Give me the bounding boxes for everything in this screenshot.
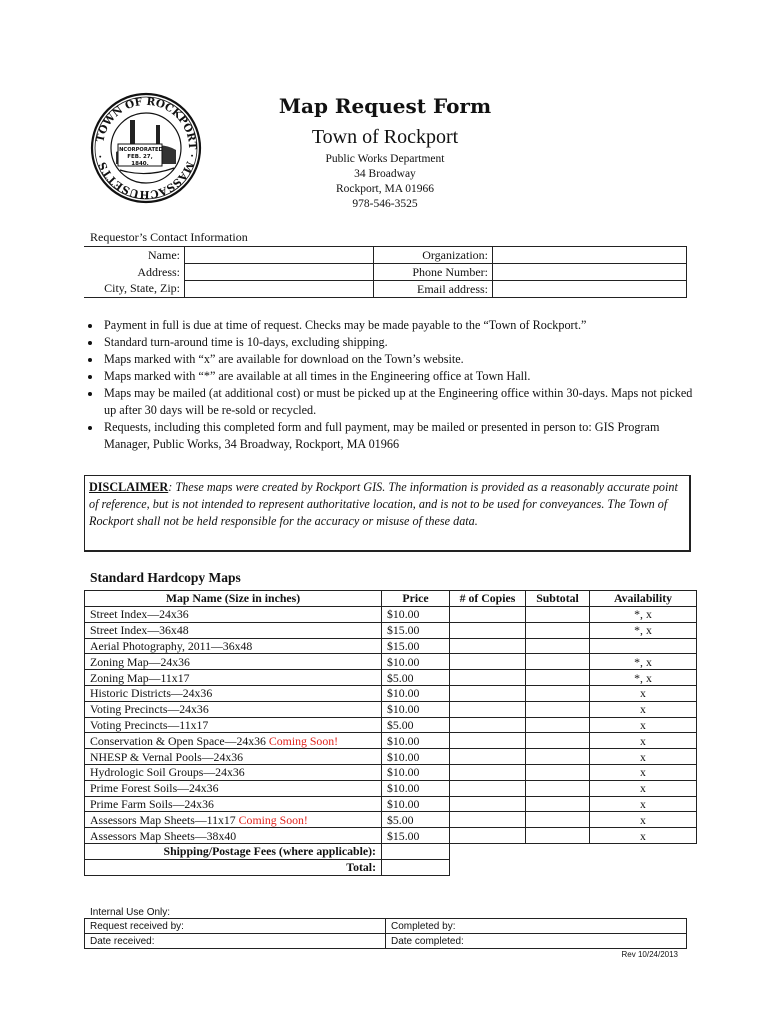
list-item: • Requests, including this completed form and full payment, may be mailed or presented in person to: GIS Program Manager, Public Works, 34 Broadway, Rockport, MA 01966: [102, 419, 702, 453]
map-name-cell: [85, 780, 382, 796]
price-cell: $10.00: [382, 796, 450, 812]
map-name: Aerial Photography, 2011—36x48: [90, 638, 253, 653]
table-row: [85, 670, 697, 686]
availability-cell: x: [590, 733, 697, 749]
copies-input-cell[interactable]: [450, 764, 526, 780]
subtotal-cell[interactable]: [526, 685, 590, 701]
map-name-cell: [85, 717, 382, 733]
map-name: Hydrologic Soil Groups—24x36: [90, 765, 245, 780]
price-cell: $10.00: [382, 701, 450, 717]
availability-cell: x: [590, 701, 697, 717]
map-name: Zoning Map—11x17: [90, 670, 190, 685]
map-name-cell: [85, 685, 382, 701]
copies-input-cell[interactable]: [450, 796, 526, 812]
map-name-cell: [85, 622, 382, 638]
date-completed-field[interactable]: Date completed:: [386, 934, 687, 949]
list-item: • Standard turn-around time is 10-days, excluding shipping.: [102, 334, 702, 351]
table-row: [85, 701, 697, 717]
column-header-map-name: Map Name (Size in inches): [85, 591, 382, 607]
availability-cell: x: [590, 685, 697, 701]
subtotal-cell[interactable]: [526, 622, 590, 638]
copies-input-cell[interactable]: [450, 607, 526, 623]
table-row: [85, 733, 697, 749]
subtotal-cell[interactable]: [526, 812, 590, 828]
svg-text:TOWN OF ROCKPORT · MASSACHUSET: TOWN OF ROCKPORT · MASSACHUSETTS ·: [94, 95, 199, 201]
subtotal-cell[interactable]: [526, 780, 590, 796]
shipping-fees-label: Shipping/Postage Fees (where applicable):: [85, 843, 382, 859]
shipping-fees-price-cell[interactable]: [382, 843, 450, 859]
revision-date: Rev 10/24/2013: [621, 950, 678, 959]
copies-input-cell[interactable]: [450, 733, 526, 749]
contact-caption: Requestor’s Contact Information: [90, 230, 248, 244]
price-cell: $5.00: [382, 670, 450, 686]
town-name: Town of Rockport: [311, 126, 459, 148]
map-name: Street Index—24x36: [90, 607, 189, 622]
name-label: Name:: [84, 247, 185, 264]
copies-input-cell[interactable]: [450, 812, 526, 828]
table-row: [85, 749, 697, 765]
column-header-copies: # of Copies: [450, 591, 526, 607]
contact-info-table: [84, 246, 687, 298]
map-name: Voting Precincts—24x36: [90, 702, 209, 717]
svg-text:1840.: 1840.: [131, 161, 149, 167]
map-name-cell: [85, 733, 382, 749]
name-field[interactable]: [185, 247, 374, 264]
column-header-price: Price: [382, 591, 450, 607]
disclaimer-heading: DISCLAIMER: [89, 480, 169, 494]
seal-incorporated-text: INCORPORATED: [117, 147, 163, 153]
map-name: Historic Districts—24x36: [90, 686, 213, 701]
subtotal-cell[interactable]: [526, 828, 590, 844]
organization-field[interactable]: [493, 247, 687, 264]
map-name-cell: [85, 607, 382, 623]
organization-label: Organization:: [374, 247, 493, 264]
phone-number-label: Phone Number:: [374, 264, 493, 281]
table-row: [85, 764, 697, 780]
map-name-cell: [85, 670, 382, 686]
address-line-department: Public Works Department: [325, 153, 445, 165]
date-received-field[interactable]: Date received:: [85, 934, 386, 949]
price-cell: $10.00: [382, 749, 450, 765]
table-row: [85, 638, 697, 654]
copies-input-cell[interactable]: [450, 638, 526, 654]
disclaimer-text: : These maps were created by Rockport GIS. The information is provided as a reasonably accurate point of reference, but is not intended to represent authoritative location, and is not to be used for conveyances. The Town of Rockport shall not be held responsible for the accuracy or misuse of these data.: [89, 480, 678, 528]
city-state-zip-field[interactable]: [185, 281, 374, 298]
map-name: Conservation & Open Space—24x36: [90, 733, 266, 748]
availability-cell: x: [590, 812, 697, 828]
coming-soon-note: Coming Soon!: [268, 733, 339, 748]
address-line-city: Rockport, MA 01966: [335, 183, 435, 195]
map-name-cell: [85, 701, 382, 717]
subtotal-cell[interactable]: [526, 607, 590, 623]
completed-by-field[interactable]: Completed by:: [386, 919, 687, 934]
copies-input-cell[interactable]: [450, 828, 526, 844]
table-row: [85, 622, 697, 638]
availability-cell: x: [590, 764, 697, 780]
map-name-cell: [85, 828, 382, 844]
list-item: • Maps marked with “*” are available at all times in the Engineering office at Town Hall.: [102, 368, 702, 385]
request-received-by-field[interactable]: Request received by:: [85, 919, 386, 934]
availability-cell: *, x: [590, 670, 697, 686]
svg-text:FEB. 27,: FEB. 27,: [127, 154, 153, 160]
price-cell: $15.00: [382, 638, 450, 654]
price-cell: $10.00: [382, 654, 450, 670]
copies-input-cell[interactable]: [450, 685, 526, 701]
availability-cell: *, x: [590, 607, 697, 623]
copies-input-cell[interactable]: [450, 749, 526, 765]
price-cell: $10.00: [382, 607, 450, 623]
table-row: [85, 780, 697, 796]
column-header-subtotal: Subtotal: [526, 591, 590, 607]
price-cell: $10.00: [382, 733, 450, 749]
email-address-field[interactable]: [493, 281, 687, 298]
list-item: • Maps may be mailed (at additional cost) or must be picked up at the Engineering office within 30-days. Maps not picked up after 30 days will be re-sold or recycled.: [102, 385, 702, 419]
price-cell: $15.00: [382, 622, 450, 638]
instructions-list: [90, 317, 702, 453]
table-row: [85, 812, 697, 828]
price-cell: $10.00: [382, 685, 450, 701]
internal-use-caption: Internal Use Only:: [90, 907, 171, 918]
list-item: • Maps marked with “x” are available for download on the Town’s website.: [102, 351, 702, 368]
availability-cell: x: [590, 717, 697, 733]
table-row: [85, 796, 697, 812]
table-row: [85, 654, 697, 670]
copies-input-cell[interactable]: [450, 622, 526, 638]
copies-input-cell[interactable]: [450, 654, 526, 670]
subtotal-cell[interactable]: [526, 670, 590, 686]
subtotal-cell[interactable]: [526, 796, 590, 812]
form-title: Map Request Form: [278, 94, 492, 118]
map-name: Street Index—36x48: [90, 623, 189, 638]
total-label: Total:: [85, 859, 382, 875]
map-name: Voting Precincts—11x17: [90, 717, 209, 732]
standard-hardcopy-maps-heading: Standard Hardcopy Maps: [90, 570, 241, 585]
map-name-cell: [85, 812, 382, 828]
disclaimer-box: [84, 475, 691, 552]
availability-cell: x: [590, 780, 697, 796]
address-line-street: 34 Broadway: [354, 168, 416, 180]
price-cell: $5.00: [382, 812, 450, 828]
availability-cell: x: [590, 796, 697, 812]
availability-cell: [590, 638, 697, 654]
internal-use-table: [84, 918, 687, 949]
copies-input-cell[interactable]: [450, 670, 526, 686]
map-name-cell: [85, 638, 382, 654]
map-name-cell: [85, 749, 382, 765]
map-name-cell: [85, 764, 382, 780]
map-name: Prime Farm Soils—24x36: [90, 796, 214, 811]
address-line-phone: 978-546-3525: [352, 198, 418, 210]
column-header-availability: Availability: [590, 591, 697, 607]
price-cell: $10.00: [382, 780, 450, 796]
map-name-cell: [85, 796, 382, 812]
address-label: Address:: [84, 264, 185, 281]
subtotal-cell[interactable]: [526, 701, 590, 717]
address-field[interactable]: [185, 264, 374, 281]
availability-cell: x: [590, 828, 697, 844]
map-name-cell: [85, 654, 382, 670]
price-cell: $10.00: [382, 764, 450, 780]
subtotal-cell[interactable]: [526, 733, 590, 749]
total-price-cell[interactable]: [382, 859, 450, 875]
map-name: NHESP & Vernal Pools—24x36: [90, 749, 244, 764]
subtotal-cell[interactable]: [526, 654, 590, 670]
list-item: • Payment in full is due at time of request. Checks may be made payable to the “Town of Rockport.”: [102, 317, 702, 334]
price-cell: $15.00: [382, 828, 450, 844]
map-name: Assessors Map Sheets—38x40: [90, 828, 237, 843]
phone-number-field[interactable]: [493, 264, 687, 281]
table-row: [85, 717, 697, 733]
availability-cell: x: [590, 749, 697, 765]
price-cell: $5.00: [382, 717, 450, 733]
copies-input-cell[interactable]: [450, 701, 526, 717]
table-row: [85, 685, 697, 701]
map-name: Assessors Map Sheets—11x17: [90, 812, 236, 827]
email-address-label: Email address:: [374, 281, 493, 298]
subtotal-cell[interactable]: [526, 717, 590, 733]
subtotal-cell[interactable]: [526, 638, 590, 654]
subtotal-cell[interactable]: [526, 764, 590, 780]
availability-cell: *, x: [590, 622, 697, 638]
map-name: Zoning Map—24x36: [90, 654, 190, 669]
maps-table: [84, 590, 697, 876]
copies-input-cell[interactable]: [450, 717, 526, 733]
subtotal-cell[interactable]: [526, 749, 590, 765]
city-state-zip-label: City, State, Zip:: [84, 281, 185, 298]
coming-soon-note: Coming Soon!: [238, 812, 308, 827]
table-row: [85, 607, 697, 623]
map-name: Prime Forest Soils—24x36: [90, 781, 219, 796]
availability-cell: *, x: [590, 654, 697, 670]
copies-input-cell[interactable]: [450, 780, 526, 796]
table-row: [85, 828, 697, 844]
